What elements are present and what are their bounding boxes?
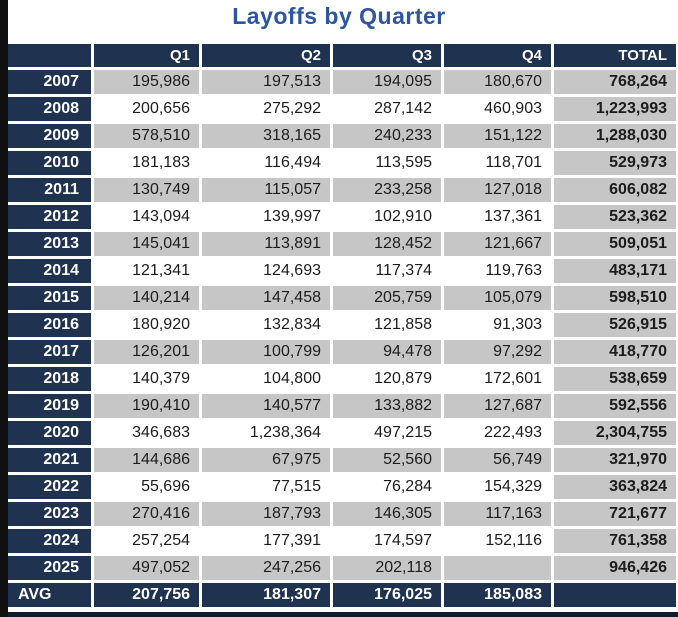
value-cell: 113,891 bbox=[202, 232, 333, 259]
col-header-q1: Q1 bbox=[94, 44, 202, 70]
value-cell: 460,903 bbox=[444, 97, 554, 124]
total-cell: 1,288,030 bbox=[554, 124, 678, 151]
avg-row bbox=[8, 583, 678, 610]
value-cell: 247,256 bbox=[202, 556, 333, 583]
table-row bbox=[8, 394, 678, 421]
year-cell: 2022 bbox=[8, 475, 94, 502]
value-cell: 132,834 bbox=[202, 313, 333, 340]
value-cell: 233,258 bbox=[333, 178, 444, 205]
value-cell: 121,858 bbox=[333, 313, 444, 340]
year-cell: 2019 bbox=[8, 394, 94, 421]
year-cell: 2021 bbox=[8, 448, 94, 475]
value-cell: 145,041 bbox=[94, 232, 202, 259]
table-row bbox=[8, 232, 678, 259]
table-row bbox=[8, 556, 678, 583]
value-cell: 174,597 bbox=[333, 529, 444, 556]
value-cell: 140,379 bbox=[94, 367, 202, 394]
value-cell: 140,577 bbox=[202, 394, 333, 421]
value-cell: 105,079 bbox=[444, 286, 554, 313]
layoffs-table bbox=[8, 44, 678, 610]
year-cell: 2008 bbox=[8, 97, 94, 124]
value-cell: 91,303 bbox=[444, 313, 554, 340]
table-row bbox=[8, 367, 678, 394]
value-cell: 119,763 bbox=[444, 259, 554, 286]
value-cell: 147,458 bbox=[202, 286, 333, 313]
year-cell: 2007 bbox=[8, 70, 94, 97]
value-cell: 128,452 bbox=[333, 232, 444, 259]
avg-q4: 185,083 bbox=[444, 583, 554, 610]
col-header-q3: Q3 bbox=[333, 44, 444, 70]
year-cell: 2011 bbox=[8, 178, 94, 205]
value-cell: 127,018 bbox=[444, 178, 554, 205]
total-cell: 538,659 bbox=[554, 367, 678, 394]
value-cell: 180,920 bbox=[94, 313, 202, 340]
col-header-q2: Q2 bbox=[202, 44, 333, 70]
value-cell: 1,238,364 bbox=[202, 421, 333, 448]
total-cell: 509,051 bbox=[554, 232, 678, 259]
value-cell: 97,292 bbox=[444, 340, 554, 367]
value-cell: 52,560 bbox=[333, 448, 444, 475]
value-cell: 76,284 bbox=[333, 475, 444, 502]
year-cell: 2010 bbox=[8, 151, 94, 178]
total-cell: 526,915 bbox=[554, 313, 678, 340]
year-cell: 2009 bbox=[8, 124, 94, 151]
total-cell: 2,304,755 bbox=[554, 421, 678, 448]
table-row bbox=[8, 286, 678, 313]
year-cell: 2024 bbox=[8, 529, 94, 556]
value-cell: 152,116 bbox=[444, 529, 554, 556]
value-cell: 130,749 bbox=[94, 178, 202, 205]
value-cell: 287,142 bbox=[333, 97, 444, 124]
value-cell: 318,165 bbox=[202, 124, 333, 151]
value-cell: 143,094 bbox=[94, 205, 202, 232]
year-cell: 2015 bbox=[8, 286, 94, 313]
table-row bbox=[8, 340, 678, 367]
total-cell: 598,510 bbox=[554, 286, 678, 313]
year-cell: 2023 bbox=[8, 502, 94, 529]
total-cell: 721,677 bbox=[554, 502, 678, 529]
value-cell: 104,800 bbox=[202, 367, 333, 394]
value-cell: 117,163 bbox=[444, 502, 554, 529]
value-cell: 270,416 bbox=[94, 502, 202, 529]
total-cell: 946,426 bbox=[554, 556, 678, 583]
value-cell: 124,693 bbox=[202, 259, 333, 286]
value-cell: 120,879 bbox=[333, 367, 444, 394]
table-row bbox=[8, 124, 678, 151]
table-row bbox=[8, 529, 678, 556]
value-cell: 275,292 bbox=[202, 97, 333, 124]
avg-label: AVG bbox=[8, 583, 94, 610]
left-edge-bar bbox=[0, 0, 8, 617]
table-row bbox=[8, 178, 678, 205]
value-cell: 222,493 bbox=[444, 421, 554, 448]
total-cell: 761,358 bbox=[554, 529, 678, 556]
total-cell: 321,970 bbox=[554, 448, 678, 475]
value-cell: 94,478 bbox=[333, 340, 444, 367]
value-cell: 146,305 bbox=[333, 502, 444, 529]
value-cell: 117,374 bbox=[333, 259, 444, 286]
avg-q1: 207,756 bbox=[94, 583, 202, 610]
value-cell: 126,201 bbox=[94, 340, 202, 367]
value-cell: 205,759 bbox=[333, 286, 444, 313]
page-title: Layoffs by Quarter bbox=[232, 3, 446, 29]
bottom-edge-bar bbox=[0, 612, 678, 617]
year-cell: 2012 bbox=[8, 205, 94, 232]
value-cell: 55,696 bbox=[94, 475, 202, 502]
total-cell: 1,223,993 bbox=[554, 97, 678, 124]
total-cell: 523,362 bbox=[554, 205, 678, 232]
total-cell: 768,264 bbox=[554, 70, 678, 97]
col-header-q4: Q4 bbox=[444, 44, 554, 70]
total-cell: 592,556 bbox=[554, 394, 678, 421]
year-cell: 2017 bbox=[8, 340, 94, 367]
total-cell: 418,770 bbox=[554, 340, 678, 367]
total-cell: 606,082 bbox=[554, 178, 678, 205]
value-cell: 240,233 bbox=[333, 124, 444, 151]
table-row bbox=[8, 313, 678, 340]
table-body bbox=[8, 70, 678, 583]
value-cell: 180,670 bbox=[444, 70, 554, 97]
value-cell: 154,329 bbox=[444, 475, 554, 502]
table-row bbox=[8, 151, 678, 178]
year-cell: 2018 bbox=[8, 367, 94, 394]
year-cell: 2016 bbox=[8, 313, 94, 340]
value-cell: 177,391 bbox=[202, 529, 333, 556]
value-cell: 194,095 bbox=[333, 70, 444, 97]
header-row bbox=[8, 44, 678, 70]
avg-total bbox=[554, 583, 678, 610]
value-cell: 197,513 bbox=[202, 70, 333, 97]
value-cell: 257,254 bbox=[94, 529, 202, 556]
value-cell: 113,595 bbox=[333, 151, 444, 178]
value-cell: 67,975 bbox=[202, 448, 333, 475]
corner-cell bbox=[8, 44, 94, 70]
value-cell: 137,361 bbox=[444, 205, 554, 232]
value-cell: 121,341 bbox=[94, 259, 202, 286]
value-cell: 121,667 bbox=[444, 232, 554, 259]
value-cell: 133,882 bbox=[333, 394, 444, 421]
value-cell: 172,601 bbox=[444, 367, 554, 394]
value-cell: 140,214 bbox=[94, 286, 202, 313]
value-cell bbox=[444, 556, 554, 583]
value-cell: 56,749 bbox=[444, 448, 554, 475]
table-row bbox=[8, 259, 678, 286]
table-row bbox=[8, 97, 678, 124]
table-row bbox=[8, 448, 678, 475]
total-cell: 363,824 bbox=[554, 475, 678, 502]
year-cell: 2020 bbox=[8, 421, 94, 448]
value-cell: 116,494 bbox=[202, 151, 333, 178]
value-cell: 497,052 bbox=[94, 556, 202, 583]
value-cell: 190,410 bbox=[94, 394, 202, 421]
value-cell: 195,986 bbox=[94, 70, 202, 97]
year-cell: 2013 bbox=[8, 232, 94, 259]
table-row bbox=[8, 502, 678, 529]
total-cell: 483,171 bbox=[554, 259, 678, 286]
value-cell: 346,683 bbox=[94, 421, 202, 448]
value-cell: 100,799 bbox=[202, 340, 333, 367]
col-header-total: TOTAL bbox=[554, 44, 678, 70]
total-cell: 529,973 bbox=[554, 151, 678, 178]
avg-q3: 176,025 bbox=[333, 583, 444, 610]
value-cell: 144,686 bbox=[94, 448, 202, 475]
value-cell: 118,701 bbox=[444, 151, 554, 178]
table-row bbox=[8, 205, 678, 232]
value-cell: 102,910 bbox=[333, 205, 444, 232]
table-row bbox=[8, 421, 678, 448]
value-cell: 200,656 bbox=[94, 97, 202, 124]
value-cell: 127,687 bbox=[444, 394, 554, 421]
value-cell: 578,510 bbox=[94, 124, 202, 151]
value-cell: 181,183 bbox=[94, 151, 202, 178]
value-cell: 77,515 bbox=[202, 475, 333, 502]
value-cell: 115,057 bbox=[202, 178, 333, 205]
table-row bbox=[8, 70, 678, 97]
table-row bbox=[8, 475, 678, 502]
value-cell: 497,215 bbox=[333, 421, 444, 448]
value-cell: 202,118 bbox=[333, 556, 444, 583]
year-cell: 2025 bbox=[8, 556, 94, 583]
value-cell: 139,997 bbox=[202, 205, 333, 232]
year-cell: 2014 bbox=[8, 259, 94, 286]
value-cell: 151,122 bbox=[444, 124, 554, 151]
avg-q2: 181,307 bbox=[202, 583, 333, 610]
value-cell: 187,793 bbox=[202, 502, 333, 529]
